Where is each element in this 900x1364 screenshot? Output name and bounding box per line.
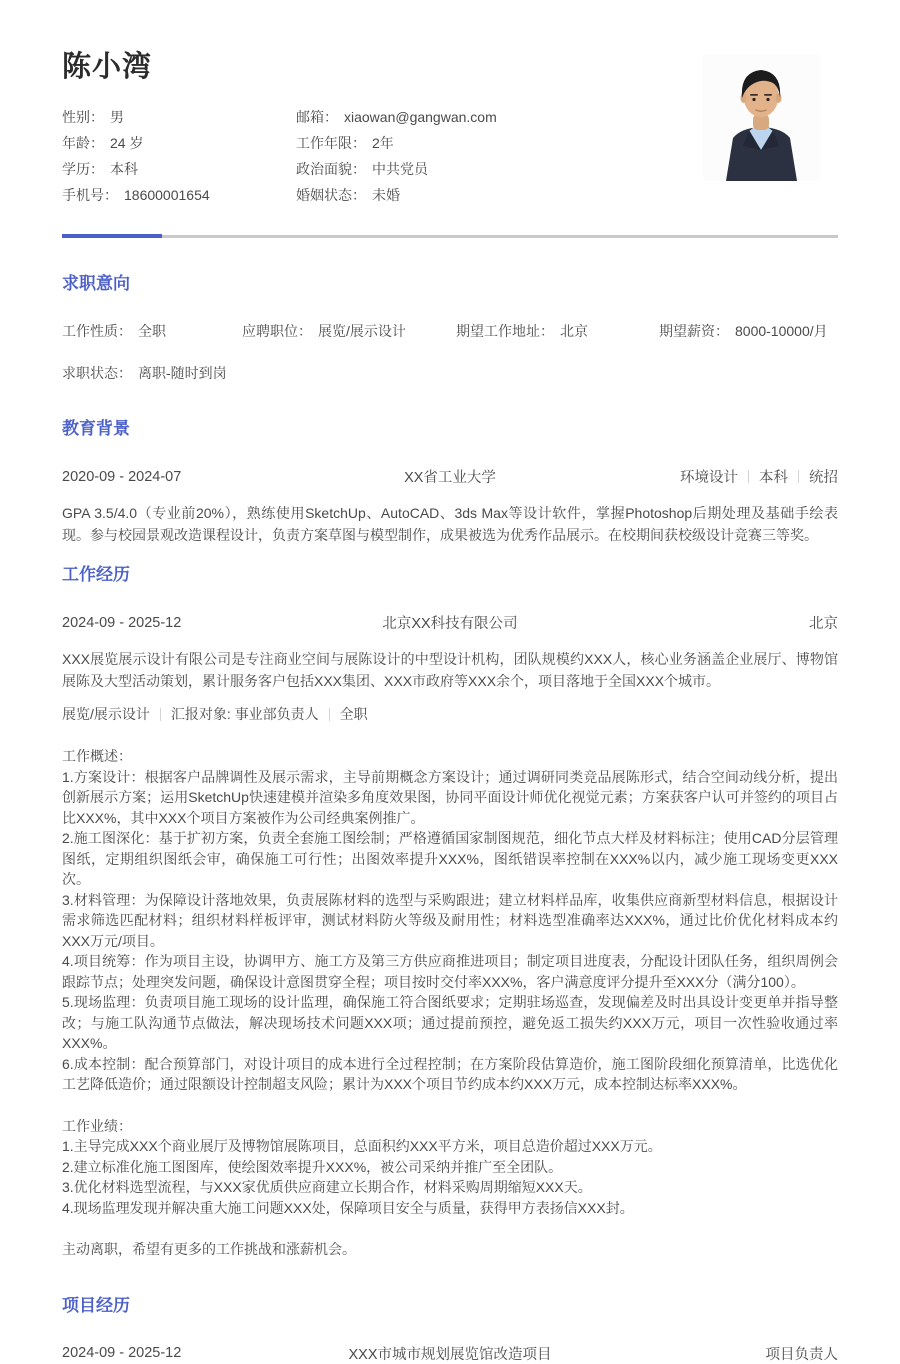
profile-photo bbox=[703, 54, 820, 181]
divider-gray-line bbox=[62, 235, 838, 238]
field-label: 期望薪资： bbox=[659, 323, 729, 339]
info-label: 手机号： bbox=[62, 187, 118, 203]
job-intent-row-1 bbox=[62, 321, 838, 341]
education-degree: 本科 bbox=[759, 470, 789, 486]
field-value: 展览/展示设计 bbox=[318, 323, 406, 339]
education-major: 环境设计 bbox=[680, 470, 739, 486]
info-label: 邮箱： bbox=[296, 109, 338, 125]
project-meta-row bbox=[62, 1343, 838, 1364]
field-label: 求职状态： bbox=[62, 365, 132, 381]
info-degree bbox=[62, 161, 296, 178]
company-intro: XXX展览展示设计有限公司是专注商业空间与展陈设计的中型设计机构，团队规模约XXX人，核心业务涵盖企业展厅、博物馆展陈及大型活动策划，累计服务客户包括XXX集团、XXX市政府等XXX余个，项目落地于全国XXX个城市。 bbox=[62, 651, 838, 689]
intent-location bbox=[456, 321, 659, 341]
info-marital-status bbox=[296, 187, 622, 204]
work-experience-title: 工作经历 bbox=[62, 565, 130, 584]
work-position-row bbox=[62, 704, 838, 724]
info-age bbox=[62, 135, 296, 152]
work-company: 北京XX科技有限公司 bbox=[382, 616, 518, 632]
work-duty-item: 2.施工图深化：基于扩初方案，负责全套施工图绘制；严格遵循国家制图规范，细化节点大样及材料标注；使用CAD分层管理图纸，定期组织图纸会审，确保施工可行性；出图效率提升XXX%，图纸错误率控制在XXX%以内，减少施工现场变更XXX次。 bbox=[62, 830, 838, 887]
education-enrollment: 统招 bbox=[809, 470, 839, 486]
work-overview-label: 工作概述： bbox=[62, 748, 132, 764]
work-job-type: 全职 bbox=[339, 706, 368, 722]
intent-position bbox=[242, 321, 456, 341]
section-project-experience bbox=[62, 1291, 838, 1364]
project-role: 项目负责人 bbox=[765, 1346, 839, 1363]
work-duty-item: 6.成本控制：配合预算部门，对设计项目的成本进行全过程控制；在方案阶段估算造价，施工图阶段细化预算清单，比选优化工艺降低造价；通过限额设计控制超支风险；累计为XXX个项目节约成本约XXX万元，成本控制达标率XXX%。 bbox=[62, 1055, 838, 1092]
job-intent-row-2 bbox=[62, 363, 838, 383]
intent-job-type bbox=[62, 321, 242, 341]
work-duty-item: 4.项目统筹：作为项目主设，协调甲方、施工方及第三方供应商推进项目；制定项目进度表，分配设计团队任务，组织周例会跟踪节点；处理突发问题，确保设计意图贯穿全程；项目按时交付率XXX%，客户满意度评分提升至XXX分（满分100）。 bbox=[62, 953, 838, 990]
info-political-status bbox=[296, 161, 622, 178]
section-job-intent bbox=[62, 269, 838, 383]
education-school: XX省工业大学 bbox=[404, 470, 496, 486]
field-label: 工作性质： bbox=[62, 323, 132, 339]
work-achievement-item: 1.主导完成XXX个商业展厅及博物馆展陈项目，总面积约XXX平方米，项目总造价超过XXX万元。 bbox=[62, 1138, 662, 1154]
education-meta-row bbox=[62, 466, 838, 487]
work-duty-item: 1.方案设计：根据客户品牌调性及展示需求，主导前期概念方案设计；通过调研同类竞品展陈形式，结合空间动线分析，提出创新展示方案；运用SketchUp快速建模并渲染多角度效果图，协同平面设计师优化视觉元素；方案获客户认可并签约的项目占比XXX%，其中XXX个项目方案被作为公司经典案例推广。 bbox=[62, 768, 838, 826]
info-label: 性别： bbox=[62, 109, 104, 125]
leave-reason: 主动离职，希望有更多的工作挑战和涨薪机会。 bbox=[62, 1241, 356, 1257]
work-duty-item: 3.材料管理：为保障设计落地效果，负责展陈材料的选型与采购跟进；建立材料样品库，收集供应商新型材料信息，根据设计需求筛选匹配材料；组织材料样板评审，测试材料防火等级及耐用性；材料选型准确率达XXX%，通过比价优化材料成本约XXX万元/项目。 bbox=[62, 891, 838, 949]
intent-salary bbox=[659, 321, 838, 341]
info-value: 未婚 bbox=[372, 187, 400, 203]
resume-header bbox=[62, 44, 838, 204]
field-label: 期望工作地址： bbox=[456, 323, 554, 339]
separator bbox=[798, 470, 799, 483]
education-title: 教育背景 bbox=[62, 419, 130, 438]
section-education bbox=[62, 414, 838, 546]
personal-info-grid bbox=[62, 109, 622, 204]
separator bbox=[748, 470, 749, 483]
project-period: 2024-09 - 2025-12 bbox=[62, 1345, 182, 1361]
info-value: 24 岁 bbox=[110, 135, 144, 151]
info-work-years bbox=[296, 135, 622, 152]
info-label: 工作年限： bbox=[296, 135, 366, 151]
header-divider bbox=[62, 234, 838, 238]
separator bbox=[160, 708, 161, 721]
candidate-name: 陈小湾 bbox=[62, 51, 153, 83]
info-label: 学历： bbox=[62, 161, 104, 177]
work-achievements-label: 工作业绩： bbox=[62, 1117, 132, 1134]
field-value: 北京 bbox=[560, 323, 588, 339]
section-work-experience bbox=[62, 560, 838, 1260]
work-meta-row bbox=[62, 612, 838, 633]
info-phone bbox=[62, 187, 296, 204]
work-achievement-item: 2.建立标准化施工图图库，使绘图效率提升XXX%，被公司采纳并推广至全团队。 bbox=[62, 1158, 563, 1175]
field-label: 应聘职位： bbox=[242, 323, 312, 339]
work-report-to: 汇报对象: 事业部负责人 bbox=[170, 706, 319, 722]
work-location: 北京 bbox=[809, 616, 839, 632]
project-experience-title: 项目经历 bbox=[62, 1295, 130, 1315]
info-label: 年龄： bbox=[62, 135, 104, 151]
intent-status bbox=[62, 363, 242, 383]
work-period: 2024-09 - 2025-12 bbox=[62, 614, 182, 631]
education-tags bbox=[622, 466, 838, 487]
profile-photo-illustration bbox=[703, 54, 820, 181]
info-value: 18600001654 bbox=[124, 187, 210, 203]
info-value: 本科 bbox=[110, 161, 138, 177]
education-description: GPA 3.5/4.0（专业前20%），熟练使用SketchUp、AutoCAD、3ds Max等设计软件，掌握Photoshop后期处理及基础手绘表现。参与校园景观改造课程设计，负责方案草图与模型制作，成果被选为优秀作品展示。在校期间获校级设计竞赛三等奖。 bbox=[62, 505, 838, 543]
field-value: 全职 bbox=[138, 323, 166, 339]
info-email bbox=[296, 109, 622, 126]
project-name: XXX市城市规划展览馆改造项目 bbox=[348, 1346, 552, 1363]
separator bbox=[329, 708, 330, 721]
info-label: 婚姻状态： bbox=[296, 187, 366, 203]
education-period: 2020-09 - 2024-07 bbox=[62, 468, 182, 485]
divider-accent-line bbox=[62, 234, 162, 238]
field-value: 离职-随时到岗 bbox=[138, 365, 227, 381]
work-achievement-item: 3.优化材料选型流程，与XXX家优质供应商建立长期合作，材料采购周期缩短XXX天。 bbox=[62, 1179, 592, 1195]
info-value: 2年 bbox=[372, 135, 394, 151]
work-position: 展览/展示设计 bbox=[62, 706, 150, 722]
info-value: 中共党员 bbox=[372, 161, 428, 177]
info-value: 男 bbox=[110, 109, 124, 125]
field-value: 8000-10000/月 bbox=[735, 323, 828, 339]
info-label: 政治面貌： bbox=[296, 161, 366, 177]
info-value: xiaowan@gangwan.com bbox=[344, 109, 497, 125]
work-duty-item: 5.现场监理：负责项目施工现场的设计监理，确保施工符合图纸要求；定期驻场巡查，发现偏差及时出具设计变更单并指导整改；与施工队沟通节点做法，解决现场技术问题XXX项；通过提前预控，避免返工损失约XXX万元，项目一次性验收通过率XXX%。 bbox=[62, 994, 838, 1051]
info-gender bbox=[62, 109, 296, 126]
job-intent-title: 求职意向 bbox=[62, 274, 130, 293]
work-achievement-item: 4.现场监理发现并解决重大施工问题XXX处，保障项目安全与质量，获得甲方表扬信XXX封。 bbox=[62, 1199, 634, 1216]
